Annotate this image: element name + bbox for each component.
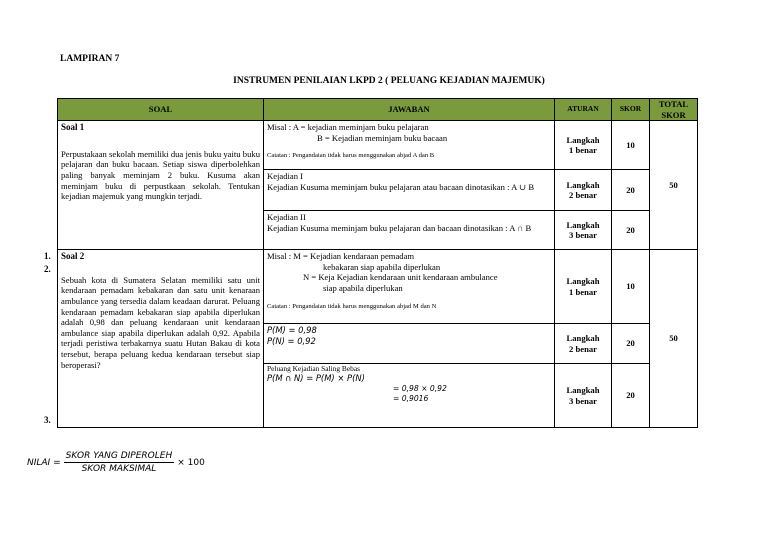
formula-fraction xyxy=(64,451,175,474)
aturan-line: 1 benar xyxy=(569,286,597,297)
soal2-text: Sebuah kota di Sumatera Selatan memiliki satu unit kendaraan pemadam kebakaran dan satu unit kenaraan ambulance yang tersedia dalam keadaan darurat. Peluang kendaraan pemadam kebakaran siap apabila diperlukan adalah 0,98 dan peluang kendaraan unit kendaraan ambulance siap apabila diperlukan adalah 0,92. Apabila terjadi peristiwa terbakarnya suatu Hutan Bakau di kota tersebut, berapa peluang kedua kendaraan tersebut siap beroperasi? xyxy=(61,274,260,370)
soal1-title: Soal 1 xyxy=(61,122,85,133)
assessment-table xyxy=(57,98,698,428)
answer-line: N = Keja Kejadian kendaraan unit kendaraan ambulance xyxy=(303,272,498,283)
soal1-cell xyxy=(58,121,264,250)
aturan-line: Langkah xyxy=(566,385,600,396)
skor-cell: 10 xyxy=(612,250,650,324)
aturan-line: 3 benar xyxy=(569,395,597,406)
answer-line: = 0,9016 xyxy=(393,394,429,404)
formula-rhs: × 100 xyxy=(177,457,205,468)
skor-cell: 20 xyxy=(612,364,650,428)
answer-line: P(N) = 0,92 xyxy=(267,335,316,346)
answer-line: kebakaran siap apabila diperlukan xyxy=(323,261,441,272)
aturan-line: Langkah xyxy=(566,219,600,230)
formula-numerator: SKOR YANG DIPEROLEH xyxy=(65,451,173,461)
skor-cell: 10 xyxy=(612,121,650,170)
formula-denominator: SKOR MAKSIMAL xyxy=(81,464,157,474)
header-skor: SKOR xyxy=(612,99,650,121)
answer-note: Catatan : Pengandaian tidak harus menggunakan abjad M dan N xyxy=(267,302,437,310)
answer-line: P(M) = 0,98 xyxy=(267,325,317,336)
jawaban-cell xyxy=(264,324,555,364)
skor-cell: 20 xyxy=(612,211,650,250)
list-number: 1. xyxy=(44,251,51,261)
aturan-cell xyxy=(555,211,612,250)
header-total-skor: TOTAL SKOR xyxy=(650,99,698,121)
jawaban-cell xyxy=(264,250,555,324)
jawaban-cell xyxy=(264,121,555,170)
table-row xyxy=(58,250,698,324)
jawaban-cell xyxy=(264,364,555,428)
aturan-line: Langkah xyxy=(566,276,600,287)
answer-line: Kejadian Kusuma meminjam buku pelajaran dan bacaan dinotasikan : A ∩ B xyxy=(267,222,532,233)
answer-line: Misal : A = kejadian meminjam buku pelajaran xyxy=(267,122,429,133)
header-soal: SOAL xyxy=(58,99,264,121)
aturan-line: Langkah xyxy=(566,333,600,344)
table-row xyxy=(58,121,698,170)
page-title: INSTRUMEN PENILAIAN LKPD 2 ( PELUANG KEJADIAN MAJEMUK) xyxy=(233,76,545,86)
aturan-line: Langkah xyxy=(566,179,600,190)
aturan-line: Langkah xyxy=(566,134,600,145)
jawaban-cell xyxy=(264,170,555,211)
soal2-cell xyxy=(58,250,264,428)
skor-cell: 20 xyxy=(612,324,650,364)
answer-line: P(M ∩ N) = P(M) × P(N) xyxy=(267,373,365,384)
header-row xyxy=(58,99,698,121)
answer-line: Kejadian II xyxy=(267,212,306,223)
header-jawaban: JAWABAN xyxy=(264,99,555,121)
aturan-cell xyxy=(555,121,612,170)
skor-cell: 20 xyxy=(612,170,650,211)
answer-line: Misal : M = Kejadian kendaraan pemadam xyxy=(267,251,415,262)
aturan-cell xyxy=(555,170,612,211)
aturan-line: 2 benar xyxy=(569,190,597,201)
list-number: 2. xyxy=(44,264,51,274)
aturan-line: 2 benar xyxy=(569,343,597,354)
answer-line: Peluang Kejadian Saling Bebas xyxy=(267,364,360,374)
total-skor-cell: 50 xyxy=(650,121,698,250)
list-number: 3. xyxy=(44,415,51,425)
answer-line: Kejadian Kusuma meminjam buku pelajaran atau bacaan dinotasikan : A ∪ B xyxy=(267,181,535,192)
aturan-cell xyxy=(555,364,612,428)
soal1-text: Perpustakaan sekolah memiliki dua jenis buku yaitu buku pelajaran dan buku bacaan. Setiap siswa diperbolehkan paling banyak meminjam 2 buku. Kusuma akan meminjam buku di perpustkaan sekolah. Tentukan kejadian majemuk yang mungkin terjadi. xyxy=(61,148,260,202)
score-formula xyxy=(27,451,205,474)
total-skor-cell: 50 xyxy=(650,250,698,428)
soal2-title: Soal 2 xyxy=(61,251,85,262)
formula-lhs: NILAI = xyxy=(27,457,61,468)
answer-line: = 0,98 × 0,92 xyxy=(393,383,447,393)
header-aturan: ATURAN xyxy=(555,99,612,121)
aturan-cell xyxy=(555,250,612,324)
lampiran-label: LAMPIRAN 7 xyxy=(60,54,120,64)
answer-note: Catatan : Pengandaian tidak harus menggunakan abjad A dan B xyxy=(267,152,435,160)
aturan-cell xyxy=(555,324,612,364)
answer-line: Kejadian I xyxy=(267,171,304,182)
answer-line: B = Kejadian meminjam buku bacaan xyxy=(317,132,448,143)
aturan-line: 1 benar xyxy=(569,145,597,156)
aturan-line: 3 benar xyxy=(569,230,597,241)
jawaban-cell xyxy=(264,211,555,250)
answer-line: siap apabila diperlukan xyxy=(323,282,403,293)
